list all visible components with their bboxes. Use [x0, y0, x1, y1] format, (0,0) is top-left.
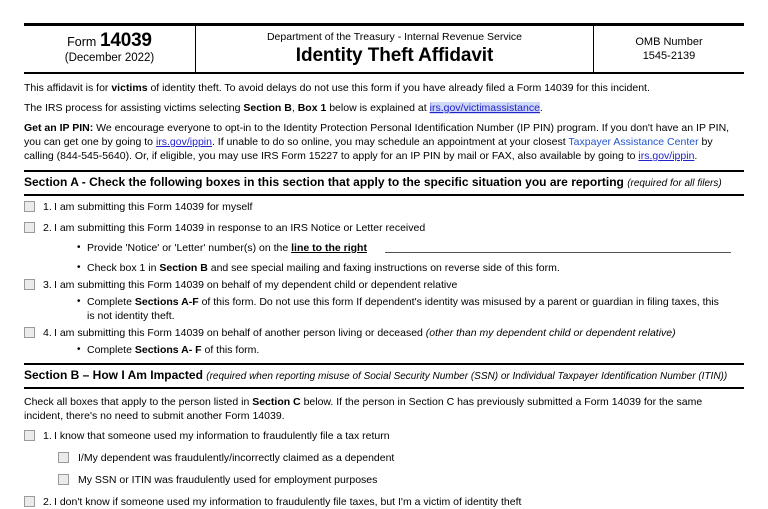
intro-p2-a: The IRS process for assisting victims selecting — [24, 102, 244, 114]
section-a-note: (required for all filers) — [627, 178, 722, 189]
section-b-item-1a[interactable] — [58, 451, 744, 465]
omb-label: OMB Number — [635, 35, 703, 48]
section-a-item-2-bullet-2 — [77, 261, 744, 275]
section-b-note: (required when reporting misuse of Social Security Number (SSN) or Individual Taxpayer Identification Number (ITIN)) — [206, 371, 728, 382]
ip-pin-text-d: . — [694, 150, 698, 162]
checkbox-b1b[interactable] — [58, 474, 69, 485]
ip-pin-text-b: . If unable to do so online, you may schedule an appointment at your closest — [211, 136, 569, 148]
section-a-item-4-text: I am submitting this Form 14039 on behalf of another person living or deceased — [54, 327, 426, 339]
issuing-department: Department of the Treasury - Internal Revenue Service — [266, 30, 523, 43]
bullet-3-c: of this form. Do not use this form If dependent's identity was misused by a parent or guardian in filing taxes, this is not identity theft. — [87, 296, 719, 322]
section-a-item-3-bullet — [77, 295, 722, 323]
intro-p1-c: of identity theft. To avoid delays do not use this form if you have already filed a Form 14039 for this incident. — [147, 82, 650, 94]
form-number: 14039 — [99, 30, 152, 51]
bullet-2b-section-b: Section B — [159, 262, 208, 274]
section-a-item-4-qualifier: (other than my dependent child or dependent relative) — [425, 327, 676, 339]
link-taxpayer-assistance-center[interactable]: Taxpayer Assistance Center — [568, 136, 699, 148]
link-irs-ippin-1[interactable]: irs.gov/ippin — [155, 136, 212, 148]
bullet-3-a: Complete — [87, 296, 135, 308]
omb-number: 1545-2139 — [642, 49, 696, 62]
section-b-item-2[interactable] — [24, 495, 744, 509]
section-b-item-2-number: 2. — [43, 496, 52, 508]
form-title-block — [196, 26, 594, 72]
checkbox-b1a[interactable] — [58, 452, 69, 463]
bullet-4-c: of this form. — [201, 344, 260, 356]
section-a-item-4-label — [54, 326, 744, 340]
checkbox-a1[interactable] — [24, 201, 35, 212]
bullet-2b-a: Check box 1 in — [87, 262, 160, 274]
section-a-item-2-number: 2. — [43, 222, 52, 234]
form-page — [0, 23, 768, 508]
omb-block — [594, 26, 744, 72]
intro-p2-box-1: Box 1 — [297, 102, 327, 114]
section-a-bullet-2a-text — [87, 241, 367, 255]
section-a-bullet-3-text — [87, 295, 722, 323]
section-a-item-1-number: 1. — [43, 201, 52, 213]
section-b-title: Section B – How I Am Impacted — [24, 368, 203, 382]
section-a-item-2-bullet-1 — [77, 241, 367, 255]
checkbox-a3[interactable] — [24, 279, 35, 290]
section-b-items — [24, 429, 744, 509]
section-b-item-1b[interactable] — [58, 473, 744, 487]
section-a-items — [24, 200, 744, 357]
intro-paragraph-ip-pin — [24, 121, 744, 163]
intro-p2-f: . — [539, 102, 543, 114]
section-a-bullet-4-text — [87, 343, 744, 357]
bullet-3-sections: Sections A-F — [134, 296, 199, 308]
section-a-item-4-number: 4. — [43, 327, 52, 339]
section-a-title: Section A - Check the following boxes in this section that apply to the specific situation you are reporting — [24, 175, 624, 189]
section-a-title-row — [24, 174, 744, 192]
bullet-4-a: Complete — [87, 344, 135, 356]
intro-p2-e: below is explained at — [326, 102, 430, 114]
bullet-2a-a: Provide 'Notice' or 'Letter' number(s) on the — [87, 242, 292, 254]
form-word: Form — [67, 35, 97, 49]
section-b-instructions — [24, 395, 744, 423]
section-a-item-3[interactable] — [24, 278, 744, 292]
section-a-item-2-bullet-1-row — [24, 241, 744, 255]
intro-paragraphs — [24, 81, 744, 163]
link-victim-assistance[interactable]: irs.gov/victimassistance — [429, 102, 540, 114]
section-a-item-3-number: 3. — [43, 279, 52, 291]
section-a-item-3-label: I am submitting this Form 14039 on behalf of my dependent child or dependent relative — [54, 279, 458, 291]
checkbox-a4[interactable] — [24, 327, 35, 338]
checkbox-b2[interactable] — [24, 496, 35, 507]
section-a-item-2[interactable] — [24, 221, 744, 235]
section-b-item-1a-label: I/My dependent was fraudulently/incorrectly claimed as a dependent — [78, 452, 395, 464]
page-title: Identity Theft Affidavit — [295, 44, 494, 66]
section-a-bullet-2b-text — [87, 261, 744, 275]
section-b-para-section-c: Section C — [252, 396, 301, 408]
bullet-4-sections: Sections A- F — [134, 344, 202, 356]
notice-letter-number-input[interactable] — [385, 241, 731, 253]
bullet-dot-icon: • — [77, 242, 81, 253]
link-irs-ippin-2[interactable]: irs.gov/ippin — [638, 150, 695, 162]
section-b-item-1-number: 1. — [43, 430, 52, 442]
bullet-dot-icon: • — [77, 344, 81, 355]
form-identity-block — [24, 26, 196, 72]
form-number-line — [67, 32, 152, 51]
section-a-item-4-bullet — [77, 343, 744, 357]
bullet-dot-icon: • — [77, 262, 81, 273]
section-b-title-row — [24, 367, 744, 385]
form-revision-date: (December 2022) — [64, 52, 155, 64]
bullet-2b-c: and see special mailing and faxing instructions on reverse side of this form. — [207, 262, 560, 274]
intro-paragraph-2 — [24, 101, 744, 115]
intro-p2-section-b: Section B — [243, 102, 292, 114]
ip-pin-text-a: We encourage everyone to opt-in to the Identity Protection Personal Identification Number (IP PIN) program. If you don't have an IP PIN, you can get one by going to — [24, 122, 730, 148]
intro-paragraph-1 — [24, 81, 744, 95]
section-b-item-2-label: I don't know if someone used my information to fraudulently file taxes, but I'm a victim of identity theft — [54, 496, 522, 508]
intro-p2-c: , — [291, 102, 298, 114]
section-a-item-1-label: I am submitting this Form 14039 for myself — [54, 201, 253, 213]
section-b-item-1[interactable] — [24, 429, 744, 443]
section-a-item-4[interactable] — [24, 326, 744, 340]
section-b-para-c: below. If the person in Section C has previously submitted a Form 14039 for the same incident, there's no need to submit another Form 14039. — [24, 396, 703, 422]
bullet-dot-icon: • — [77, 296, 81, 307]
intro-p1-a: This affidavit is for — [24, 82, 112, 94]
section-a-item-1[interactable] — [24, 200, 744, 214]
checkbox-a2[interactable] — [24, 222, 35, 233]
section-b-item-1b-label: My SSN or ITIN was fraudulently used for employment purposes — [78, 474, 378, 486]
section-b-header — [24, 363, 744, 389]
section-b-item-1-label: I know that someone used my information to fraudulently file a tax return — [54, 430, 390, 442]
ip-pin-label: Get an IP PIN: — [24, 122, 94, 134]
form-header — [24, 23, 744, 74]
section-a-item-2-label: I am submitting this Form 14039 in response to an IRS Notice or Letter received — [54, 222, 426, 234]
intro-p1-victims: victims — [111, 82, 148, 94]
section-b-para-a: Check all boxes that apply to the person listed in — [24, 396, 253, 408]
bullet-2a-emphasis: line to the right — [291, 242, 367, 254]
section-a-header — [24, 170, 744, 196]
ip-pin-text-c: by calling (844-545-5640). Or, if eligible, you may use IRS Form 15227 to apply for an IP PIN by mail or FAX, also available by going to — [24, 136, 713, 162]
